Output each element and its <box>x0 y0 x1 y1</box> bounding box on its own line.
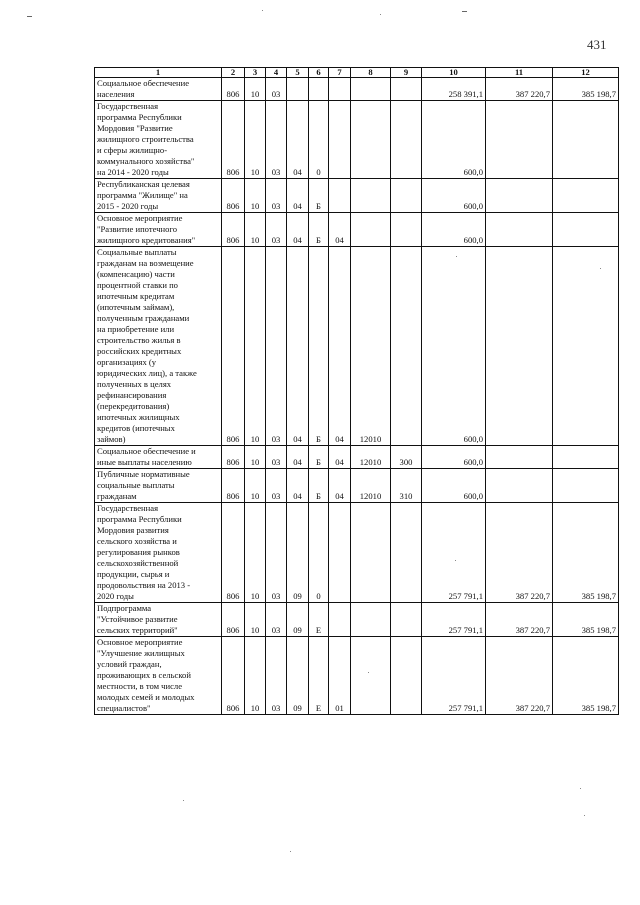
cell-col-11: 387 220,7 <box>486 503 553 603</box>
cell-col-11: 387 220,7 <box>486 637 553 715</box>
cell-col-3: 10 <box>245 213 266 247</box>
cell-col-2: 806 <box>222 213 245 247</box>
row-description: Государственная программа Республики Мордовия развития сельского хозяйства и регулирования рынков сельскохозяйственной продукции, сырья и продовольствия на 2013 - 2020 годы <box>95 503 222 603</box>
column-header: 5 <box>287 68 309 78</box>
cell-col-2: 806 <box>222 469 245 503</box>
column-header: 11 <box>486 68 553 78</box>
cell-col-7: 04 <box>329 247 351 446</box>
row-description: Социальные выплаты гражданам на возмещение (компенсацию) части процентной ставки по ипотечным кредитам (ипотечным займам), полученным гражданами на приобретение или строительство жилья в российских кредитных организациях (у юридических лиц), а также полученных в целях рефинансирования (перекредитования) ипотечных жилищных кредитов (ипотечных займов) <box>95 247 222 446</box>
cell-col-5: 04 <box>287 469 309 503</box>
cell-col-3: 10 <box>245 637 266 715</box>
budget-table <box>94 67 619 715</box>
cell-col-11 <box>486 101 553 179</box>
cell-col-3: 10 <box>245 503 266 603</box>
cell-col-7: 01 <box>329 637 351 715</box>
cell-col-7: 04 <box>329 446 351 469</box>
cell-col-12: 385 198,7 <box>553 503 619 603</box>
cell-col-7 <box>329 503 351 603</box>
cell-col-9: 300 <box>391 446 422 469</box>
row-description: Государственная программа Республики Мордовия "Развитие жилищного строительства и сферы жилищно- коммунального хозяйства" на 2014 - 2020 годы <box>95 101 222 179</box>
row-description: Республиканская целевая программа "Жилище" на 2015 - 2020 годы <box>95 179 222 213</box>
cell-col-8 <box>351 637 391 715</box>
row-description: Социальное обеспечение и иные выплаты населению <box>95 446 222 469</box>
cell-col-3: 10 <box>245 469 266 503</box>
cell-col-6: 0 <box>309 101 329 179</box>
column-header: 2 <box>222 68 245 78</box>
cell-col-11 <box>486 469 553 503</box>
cell-col-6: Б <box>309 446 329 469</box>
scan-speck <box>290 851 291 852</box>
scan-speck <box>380 14 381 15</box>
cell-col-6: 0 <box>309 503 329 603</box>
cell-col-3: 10 <box>245 78 266 101</box>
table-row <box>95 179 619 213</box>
table-row <box>95 213 619 247</box>
table-body <box>95 78 619 715</box>
cell-col-10: 600,0 <box>422 213 486 247</box>
cell-col-2: 806 <box>222 247 245 446</box>
cell-col-5: 09 <box>287 603 309 637</box>
column-header: 12 <box>553 68 619 78</box>
cell-col-11 <box>486 446 553 469</box>
cell-col-10: 600,0 <box>422 469 486 503</box>
cell-col-6: Е <box>309 637 329 715</box>
cell-col-5: 04 <box>287 247 309 446</box>
cell-col-7: 04 <box>329 469 351 503</box>
row-description: Социальное обеспечение населения <box>95 78 222 101</box>
cell-col-8 <box>351 603 391 637</box>
cell-col-6: Б <box>309 179 329 213</box>
cell-col-8: 12010 <box>351 446 391 469</box>
cell-col-2: 806 <box>222 603 245 637</box>
cell-col-11 <box>486 247 553 446</box>
cell-col-9 <box>391 78 422 101</box>
row-description: Подпрограмма "Устойчивое развитие сельских территорий" <box>95 603 222 637</box>
table-row <box>95 101 619 179</box>
cell-col-5: 09 <box>287 503 309 603</box>
table-row <box>95 247 619 446</box>
cell-col-3: 10 <box>245 101 266 179</box>
cell-col-12 <box>553 446 619 469</box>
cell-col-9: 310 <box>391 469 422 503</box>
cell-col-3: 10 <box>245 179 266 213</box>
cell-col-2: 806 <box>222 637 245 715</box>
cell-col-10: 600,0 <box>422 179 486 213</box>
cell-col-12: 385 198,7 <box>553 637 619 715</box>
cell-col-11: 387 220,7 <box>486 603 553 637</box>
scan-speck <box>262 10 263 11</box>
cell-col-2: 806 <box>222 101 245 179</box>
row-description: Основное мероприятие "Улучшение жилищных условий граждан, проживающих в сельской местности, в том числе молодых семей и молодых специалистов" <box>95 637 222 715</box>
cell-col-2: 806 <box>222 78 245 101</box>
table-row <box>95 603 619 637</box>
cell-col-7 <box>329 78 351 101</box>
cell-col-7 <box>329 603 351 637</box>
cell-col-3: 10 <box>245 446 266 469</box>
cell-col-2: 806 <box>222 503 245 603</box>
scan-mark <box>462 11 467 12</box>
cell-col-6: Б <box>309 213 329 247</box>
cell-col-8: 12010 <box>351 469 391 503</box>
cell-col-6 <box>309 78 329 101</box>
table-row <box>95 78 619 101</box>
cell-col-4: 03 <box>266 179 287 213</box>
cell-col-4: 03 <box>266 503 287 603</box>
column-header: 7 <box>329 68 351 78</box>
cell-col-12: 385 198,7 <box>553 603 619 637</box>
cell-col-8 <box>351 213 391 247</box>
cell-col-6: Б <box>309 247 329 446</box>
cell-col-9 <box>391 503 422 603</box>
cell-col-9 <box>391 603 422 637</box>
cell-col-5 <box>287 78 309 101</box>
cell-col-4: 03 <box>266 213 287 247</box>
table-row <box>95 446 619 469</box>
scan-speck <box>584 815 585 816</box>
cell-col-5: 04 <box>287 179 309 213</box>
column-header: 6 <box>309 68 329 78</box>
cell-col-12 <box>553 213 619 247</box>
cell-col-10: 257 791,1 <box>422 637 486 715</box>
scan-speck <box>183 800 184 801</box>
scan-speck <box>580 788 581 789</box>
cell-col-5: 09 <box>287 637 309 715</box>
cell-col-8: 12010 <box>351 247 391 446</box>
cell-col-4: 03 <box>266 446 287 469</box>
cell-col-9 <box>391 179 422 213</box>
cell-col-9 <box>391 637 422 715</box>
cell-col-11: 387 220,7 <box>486 78 553 101</box>
cell-col-11 <box>486 213 553 247</box>
table-row <box>95 469 619 503</box>
cell-col-9 <box>391 213 422 247</box>
cell-col-10: 600,0 <box>422 101 486 179</box>
column-header: 8 <box>351 68 391 78</box>
table-row <box>95 637 619 715</box>
row-description: Публичные нормативные социальные выплаты гражданам <box>95 469 222 503</box>
cell-col-6: Б <box>309 469 329 503</box>
cell-col-8 <box>351 101 391 179</box>
cell-col-10: 258 391,1 <box>422 78 486 101</box>
cell-col-10: 600,0 <box>422 247 486 446</box>
cell-col-2: 806 <box>222 179 245 213</box>
cell-col-8 <box>351 503 391 603</box>
cell-col-12: 385 198,7 <box>553 78 619 101</box>
cell-col-12 <box>553 247 619 446</box>
cell-col-5: 04 <box>287 101 309 179</box>
cell-col-7 <box>329 101 351 179</box>
cell-col-5: 04 <box>287 446 309 469</box>
cell-col-12 <box>553 179 619 213</box>
column-header: 1 <box>95 68 222 78</box>
cell-col-7 <box>329 179 351 213</box>
cell-col-9 <box>391 101 422 179</box>
cell-col-2: 806 <box>222 446 245 469</box>
cell-col-10: 600,0 <box>422 446 486 469</box>
cell-col-7: 04 <box>329 213 351 247</box>
cell-col-12 <box>553 101 619 179</box>
cell-col-10: 257 791,1 <box>422 503 486 603</box>
cell-col-4: 03 <box>266 247 287 446</box>
cell-col-4: 03 <box>266 469 287 503</box>
table-row <box>95 503 619 603</box>
cell-col-3: 10 <box>245 247 266 446</box>
cell-col-8 <box>351 179 391 213</box>
cell-col-4: 03 <box>266 603 287 637</box>
cell-col-10: 257 791,1 <box>422 603 486 637</box>
cell-col-11 <box>486 179 553 213</box>
cell-col-3: 10 <box>245 603 266 637</box>
cell-col-6: Е <box>309 603 329 637</box>
cell-col-8 <box>351 78 391 101</box>
cell-col-4: 03 <box>266 101 287 179</box>
column-header: 4 <box>266 68 287 78</box>
column-header: 9 <box>391 68 422 78</box>
header-row <box>95 68 619 78</box>
column-header: 10 <box>422 68 486 78</box>
row-description: Основное мероприятие "Развитие ипотечного жилищного кредитования" <box>95 213 222 247</box>
scan-mark <box>27 16 32 17</box>
cell-col-5: 04 <box>287 213 309 247</box>
cell-col-9 <box>391 247 422 446</box>
page-number: 431 <box>587 37 607 52</box>
column-header: 3 <box>245 68 266 78</box>
cell-col-4: 03 <box>266 78 287 101</box>
cell-col-12 <box>553 469 619 503</box>
cell-col-4: 03 <box>266 637 287 715</box>
